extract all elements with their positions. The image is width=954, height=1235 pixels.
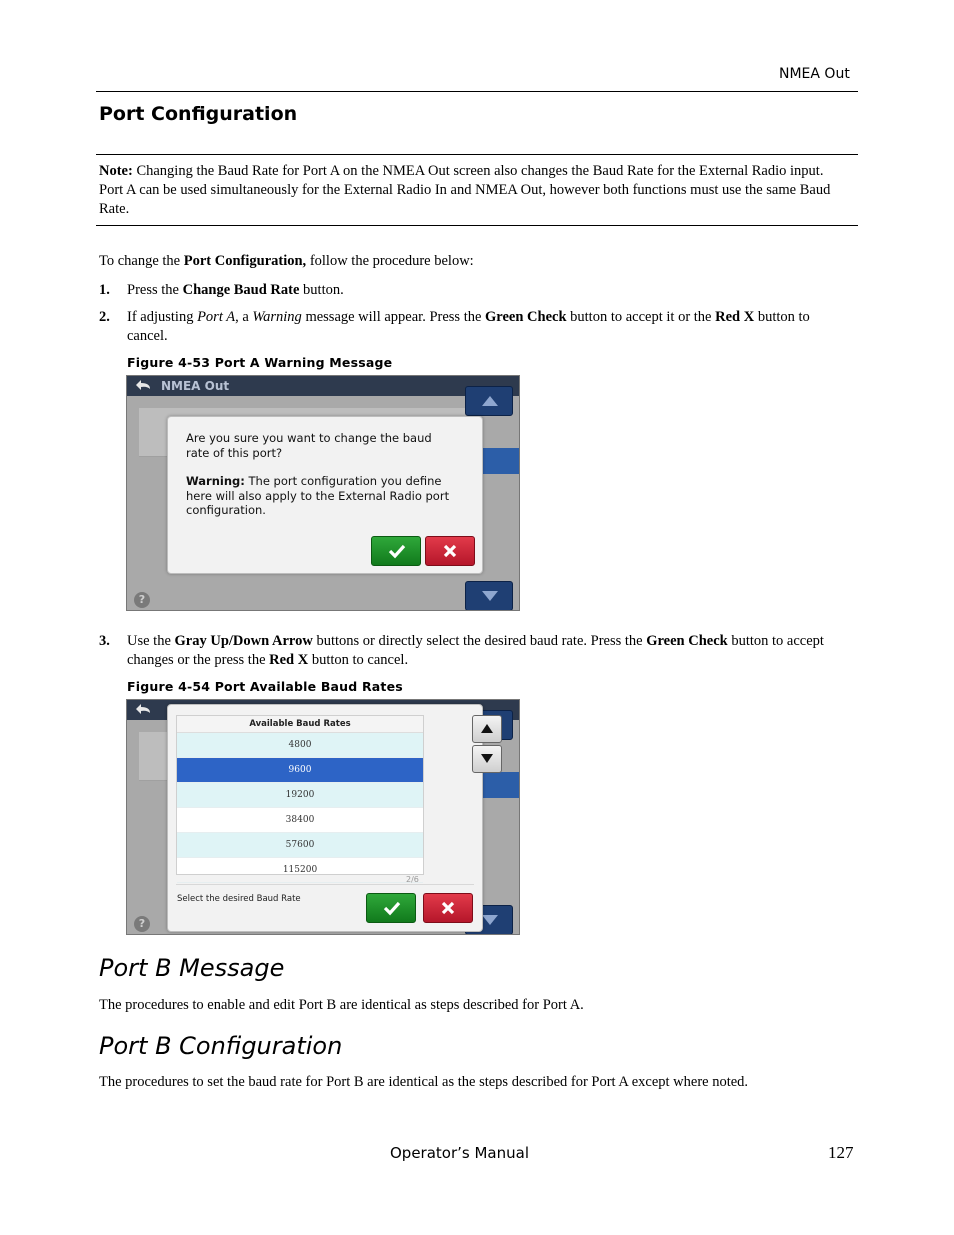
list-item-selected[interactable]: 9600 bbox=[177, 758, 423, 783]
step-2-g: button to accept it or the bbox=[566, 309, 716, 325]
background-row bbox=[139, 440, 169, 457]
step-3-text bbox=[127, 632, 847, 670]
step-2-line-2: cancel. bbox=[127, 328, 168, 344]
dialog-warning-label: Warning: bbox=[186, 474, 245, 488]
header-rule bbox=[96, 91, 858, 92]
port-b-message-heading: Port B Message bbox=[99, 954, 285, 982]
selected-row-band bbox=[481, 772, 520, 798]
figure-53-screenshot bbox=[126, 375, 520, 611]
step-3-b: Gray Up/Down Arrow bbox=[174, 633, 313, 649]
step-2-a: If adjusting bbox=[127, 309, 198, 325]
note-top-rule bbox=[96, 154, 858, 155]
intro-text: To change the bbox=[99, 253, 184, 269]
background-row bbox=[139, 424, 169, 441]
check-icon bbox=[383, 900, 401, 916]
gray-up-arrow-button[interactable] bbox=[472, 715, 502, 743]
step-1-a: Press the bbox=[127, 282, 183, 298]
step-3-number: 3. bbox=[99, 633, 110, 649]
note-bottom-rule bbox=[96, 225, 858, 226]
note-line-2: Port A can be used simultaneously for the External Radio In and NMEA Out, however both functions must use the same Baud bbox=[99, 182, 831, 198]
step-2-text bbox=[127, 308, 847, 346]
page-number: 127 bbox=[828, 1143, 854, 1162]
scroll-down-button[interactable] bbox=[465, 581, 513, 611]
note-line-1: Changing the Baud Rate for Port A on the NMEA Out screen also changes the Baud Rate for the External Radio input. bbox=[136, 163, 824, 179]
port-b-config-text: The procedures to set the baud rate for Port B are identical as the steps described for Port A except where noted. bbox=[99, 1074, 749, 1090]
port-b-config-heading: Port B Configuration bbox=[99, 1032, 343, 1060]
scroll-up-button[interactable] bbox=[465, 386, 513, 416]
background-row bbox=[139, 764, 169, 781]
green-check-button[interactable] bbox=[371, 536, 421, 566]
gray-down-arrow-button[interactable] bbox=[472, 745, 502, 773]
step-3-d: Green Check bbox=[646, 633, 728, 649]
step-2-number: 2. bbox=[99, 309, 110, 325]
dialog-question-line-1: Are you sure you want to change the baud bbox=[186, 431, 432, 445]
step-2-b: Port A bbox=[197, 309, 236, 325]
screen-title-bar bbox=[127, 376, 519, 396]
step-3-e: button to accept bbox=[727, 633, 824, 649]
intro-paragraph bbox=[99, 252, 474, 271]
x-icon bbox=[442, 543, 458, 559]
step-1-c: button. bbox=[299, 282, 344, 298]
back-arrow-icon[interactable] bbox=[132, 378, 154, 394]
step-2-c: , a bbox=[235, 309, 253, 325]
down-arrow-icon bbox=[473, 746, 501, 772]
footer-manual-title: Operator’s Manual bbox=[390, 1144, 529, 1162]
down-arrow-icon bbox=[482, 591, 498, 601]
step-1-text bbox=[127, 281, 847, 300]
list-item[interactable]: 115200 bbox=[177, 858, 423, 883]
note-label: Note: bbox=[99, 163, 133, 179]
dialog-question bbox=[186, 431, 432, 460]
figure-54-screenshot bbox=[126, 699, 520, 935]
dialog-warning-line-1: The port configuration you define bbox=[244, 474, 442, 488]
page-indicator: 2/6 bbox=[406, 875, 419, 884]
step-3-g: Red X bbox=[269, 652, 309, 668]
list-item[interactable]: 19200 bbox=[177, 783, 423, 808]
back-arrow-icon[interactable] bbox=[132, 702, 154, 718]
red-x-button[interactable] bbox=[423, 893, 473, 923]
dialog-warning bbox=[186, 474, 449, 518]
step-3-c: buttons or directly select the desired baud rate. Press the bbox=[312, 633, 647, 649]
warning-dialog bbox=[167, 416, 483, 574]
instruction-text: Select the desired Baud Rate bbox=[177, 894, 301, 904]
screen-title: NMEA Out bbox=[161, 379, 230, 393]
step-3-a: Use the bbox=[127, 633, 175, 649]
x-icon bbox=[440, 900, 456, 916]
intro-text-end: follow the procedure below: bbox=[306, 253, 474, 269]
step-2-h: Red X bbox=[715, 309, 755, 325]
dialog-warning-line-2: here will also apply to the External Radio port bbox=[186, 488, 450, 503]
help-icon[interactable]: ? bbox=[134, 592, 150, 608]
list-item[interactable]: 57600 bbox=[177, 833, 423, 858]
check-icon bbox=[388, 543, 406, 559]
up-arrow-icon bbox=[473, 716, 501, 742]
divider bbox=[176, 884, 474, 885]
intro-bold: Port Configuration, bbox=[183, 253, 307, 269]
baud-rate-dialog bbox=[167, 704, 483, 932]
up-arrow-icon bbox=[482, 396, 498, 406]
step-2-i: button to bbox=[754, 309, 810, 325]
dialog-warning-line-3: configuration. bbox=[186, 503, 266, 517]
port-b-message-text: The procedures to enable and edit Port B are identical as steps described for Port A. bbox=[99, 997, 584, 1013]
step-3-h: button to cancel. bbox=[308, 652, 409, 668]
help-icon[interactable]: ? bbox=[134, 916, 150, 932]
background-row bbox=[139, 748, 169, 765]
green-check-button[interactable] bbox=[366, 893, 416, 923]
step-1-b: Change Baud Rate bbox=[182, 282, 300, 298]
note-line-3: Rate. bbox=[99, 201, 130, 217]
step-2-d: Warning bbox=[252, 309, 302, 325]
step-3-f: changes or the press the bbox=[127, 652, 270, 668]
figure-53-caption: Figure 4-53 Port A Warning Message bbox=[127, 355, 393, 370]
running-header: NMEA Out bbox=[779, 66, 850, 82]
note-block bbox=[99, 162, 855, 219]
list-item[interactable]: 38400 bbox=[177, 808, 423, 833]
dialog-question-line-2: rate of this port? bbox=[186, 445, 283, 460]
red-x-button[interactable] bbox=[425, 536, 475, 566]
list-title: Available Baud Rates bbox=[177, 716, 423, 733]
figure-54-caption: Figure 4-54 Port Available Baud Rates bbox=[127, 679, 403, 694]
selected-row-band bbox=[481, 448, 520, 474]
step-2-f: Green Check bbox=[485, 309, 567, 325]
down-arrow-icon bbox=[482, 915, 498, 925]
background-row bbox=[139, 732, 169, 749]
step-2-e: message will appear. Press the bbox=[301, 309, 486, 325]
list-item[interactable]: 4800 bbox=[177, 733, 423, 758]
section-title: Port Configuration bbox=[99, 103, 298, 125]
step-1-number: 1. bbox=[99, 282, 110, 298]
baud-rate-list bbox=[176, 715, 424, 875]
